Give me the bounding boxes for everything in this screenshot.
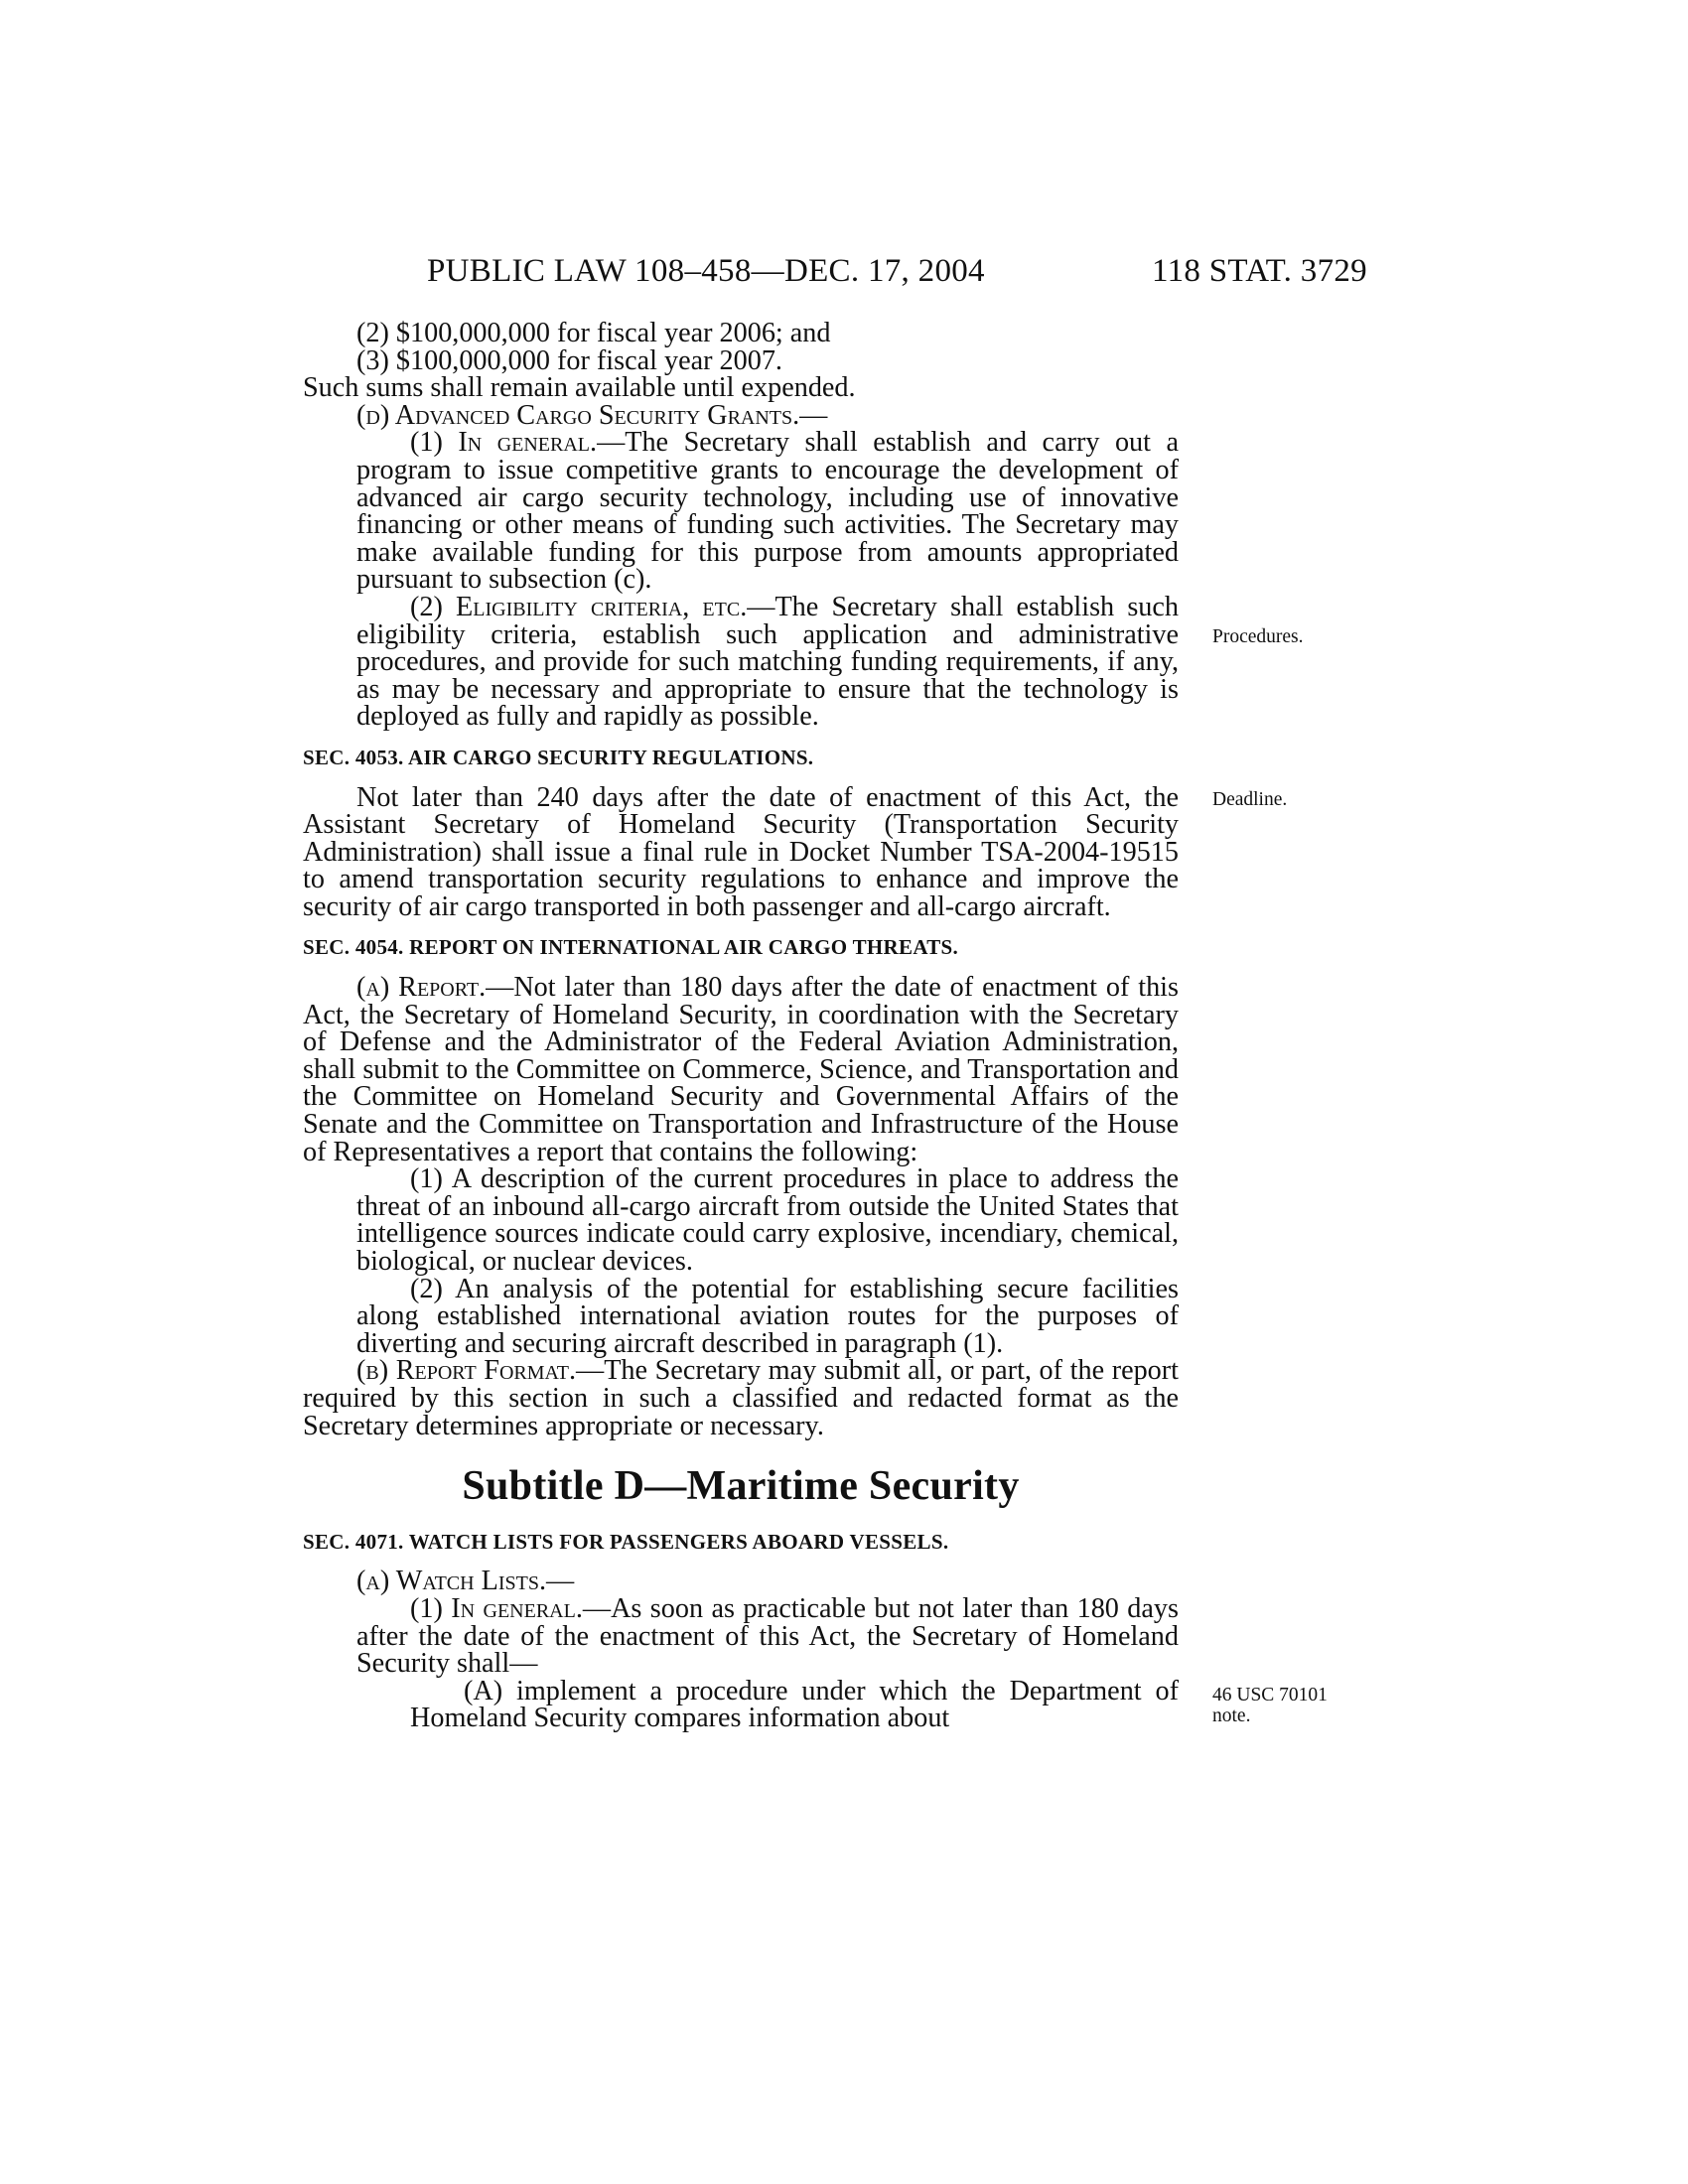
paragraph-4071-aA: (A) implement a procedure under which the Department of Homeland Security compares information about bbox=[410, 1675, 1179, 1734]
running-header-stat-page: 118 STAT. 3729 bbox=[1152, 253, 1367, 289]
subsection-4054-a-heading: (a) Report. bbox=[356, 972, 487, 1004]
margin-note-deadline: Deadline. bbox=[1212, 789, 1288, 810]
subsection-4071-a-heading: (a) Watch Lists.— bbox=[356, 1566, 575, 1597]
running-header-law: PUBLIC LAW 108–458—DEC. 17, 2004 bbox=[427, 253, 985, 289]
section-4071-heading: SEC. 4071. WATCH LISTS FOR PASSENGERS ABOARD VESSELS. bbox=[303, 1529, 949, 1554]
subsection-4054-b-heading: (b) Report Format. bbox=[356, 1355, 577, 1387]
subsection-d-heading: (d) Advanced Cargo Security Grants.— bbox=[356, 399, 828, 431]
paragraph-c2: (2) $100,000,000 for fiscal year 2006; and bbox=[356, 318, 831, 348]
paragraph-d2-heading: (2) Eligibility criteria, etc. bbox=[410, 591, 748, 622]
subtitle-heading: Subtitle D—Maritime Security bbox=[462, 1463, 1020, 1510]
margin-note-procedures: Procedures. bbox=[1212, 626, 1304, 647]
section-4053-text: Not later than 240 days after the date of enactment of this Act, the Assistant Secretary of Homeland Security (Transportation Security Administration) shall issue a final rule in Docket Number TSA-2004-19515 to amend transportation security regulations to enhance and improve the security of air cargo transported in both passenger and all-cargo aircraft. bbox=[303, 781, 1179, 922]
paragraph-c3: (3) $100,000,000 for fiscal year 2007. bbox=[356, 344, 782, 376]
paragraph-4054-a2: (2) An analysis of the potential for establishing secure facilities along established international aviation routes for the purposes of diverting and securing aircraft described in paragraph (1). bbox=[356, 1273, 1179, 1359]
subsection-4054-b bbox=[303, 1357, 1179, 1439]
margin-note-usc-line2: note. bbox=[1212, 1706, 1251, 1726]
paragraph-d2-text: —The Secretary shall establish such eligibility criteria, establish such application and administrative procedures, and provide for such matching funding requirements, if any, as may be necessary and appropriate to ensure that the technology is deployed as fully and rapidly as possible. bbox=[356, 591, 1180, 733]
margin-note-usc-line1: 46 USC 70101 bbox=[1212, 1685, 1328, 1706]
subsection-4054-a bbox=[303, 974, 1179, 1165]
paragraph-c-tail: Such sums shall remain available until expended. bbox=[303, 372, 856, 404]
paragraph-4054-a1: (1) A description of the current procedures in place to address the threat of an inbound all-cargo aircraft from outside the United States that intelligence sources indicate could carry explosive, incendiary, chemical, biological, or nuclear devices. bbox=[356, 1163, 1179, 1277]
paragraph-d1 bbox=[303, 429, 1179, 594]
paragraph-4071-a1-heading: (1) In general. bbox=[410, 1592, 583, 1624]
paragraph-d1-heading: (1) In general. bbox=[410, 427, 598, 459]
section-4053-heading: SEC. 4053. AIR CARGO SECURITY REGULATIONS. bbox=[303, 745, 814, 769]
section-4054-heading: SEC. 4054. REPORT ON INTERNATIONAL AIR CARGO THREATS. bbox=[303, 935, 959, 960]
subsection-4054-a-text: —Not later than 180 days after the date of enactment of this Act, the Secretary of Homeland Security, in coordination with the Secretary of Defense and the Administrator of the Federal Aviation Administration, shall submit to the Committee on Commerce, Science, and Transportation and the Committee on Homeland Security and Governmental Affairs of the Senate and the Committee on Transportation and Infrastructure of the House of Representatives a report that contains the following: bbox=[303, 972, 1179, 1167]
paragraph-d1-text: —The Secretary shall establish and carry out a program to issue competitive grants to encourage the development of advanced air cargo security technology, including use of innovative financing or other means of funding such activities. The Secretary may make available funding for this purpose from amounts appropriated pursuant to subsection (c). bbox=[356, 427, 1179, 596]
paragraph-4071-a1 bbox=[303, 1592, 1179, 1680]
paragraph-d2 bbox=[303, 591, 1180, 733]
page-body bbox=[303, 320, 1179, 1732]
paragraph-4071-a1-text: —As soon as practicable but not later than 180 days after the date of the enactment of this Act, the Secretary of Homeland Security shall— bbox=[356, 1592, 1179, 1680]
subsection-4054-b-text: —The Secretary may submit all, or part, of the report required by this section in such a classified and redacted format as the Secretary determines appropriate or necessary. bbox=[303, 1355, 1179, 1441]
